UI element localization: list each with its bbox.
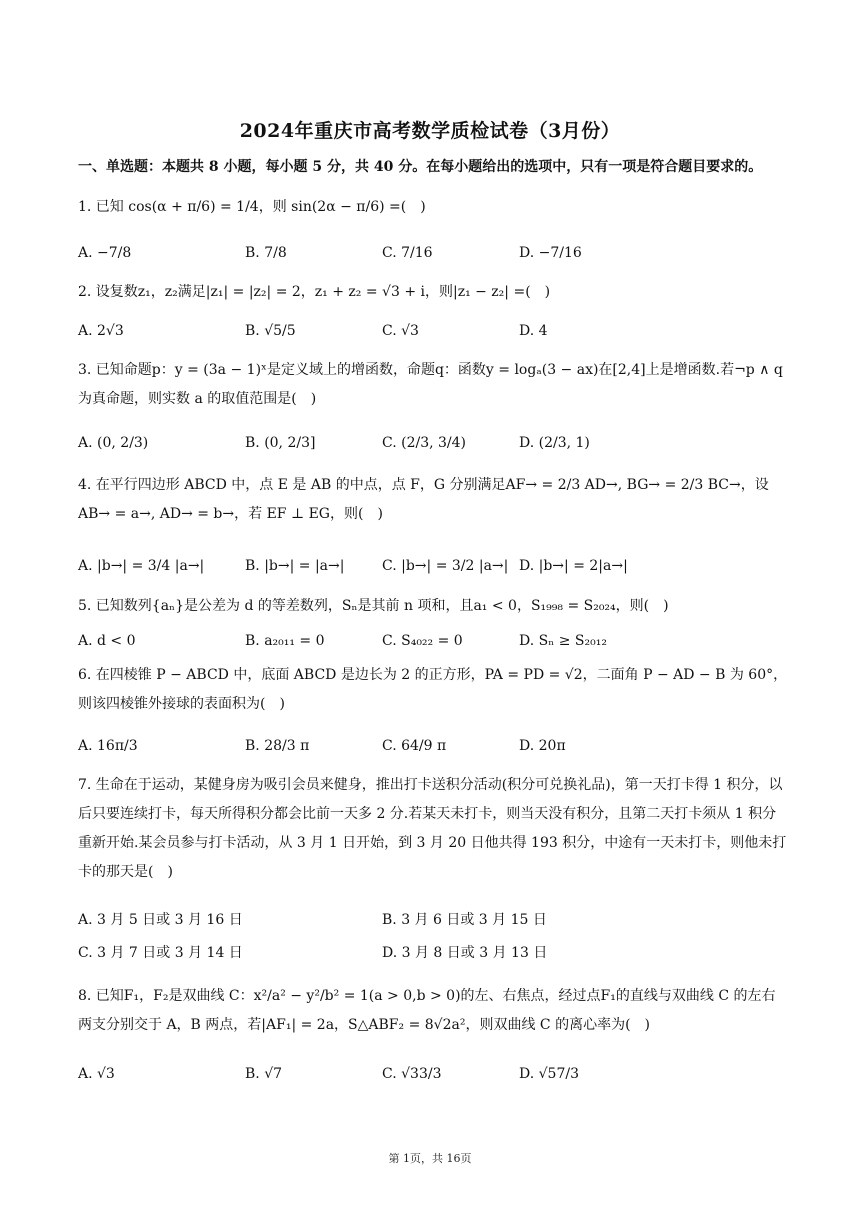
option-d: D. 4 — [519, 323, 548, 339]
question-5-options — [78, 628, 798, 658]
option-a: A. d < 0 — [78, 633, 136, 649]
option-a: A. −7/8 — [78, 245, 132, 261]
option-b: B. √5/5 — [245, 323, 296, 339]
option-a: A. 16π/3 — [78, 738, 138, 754]
option-c: C. √3 — [382, 323, 419, 339]
question-1-stem: 1. 已知 cos(α + π/6) = 1/4，则 sin(2α − π/6) =( ) — [78, 199, 426, 215]
option-c: C. S₄₀₂₂ = 0 — [382, 633, 463, 649]
option-a: A. (0, 2/3) — [78, 435, 149, 451]
option-c: C. (2/3, 3/4) — [382, 435, 466, 451]
option-a: A. √3 — [78, 1066, 115, 1082]
option-d: D. Sₙ ≥ S₂₀₁₂ — [519, 633, 607, 649]
question-3-stem: 3. 已知命题p：y = (3a − 1)ˣ是定义域上的增函数，命题q：函数y = logₐ(3 − ax)在[2,4]上是增函数.若¬p ∧ q为真命题，则实数 a 的取值范围是( ) — [78, 362, 783, 407]
question-7-options-row-2 — [78, 940, 798, 970]
option-c: C. |b→| = 3/2 |a→| — [382, 558, 509, 574]
question-7-options-row-1 — [78, 907, 798, 937]
question-8-options — [78, 1061, 798, 1091]
option-c: C. 7/16 — [382, 245, 433, 261]
option-d: D. (2/3, 1) — [519, 435, 590, 451]
question-2-stem: 2. 设复数z₁，z₂满足|z₁| = |z₂| = 2，z₁ + z₂ = √3 + i，则|z₁ − z₂| =( ) — [78, 284, 551, 300]
option-c: C. 64/9 π — [382, 738, 447, 754]
question-3-options — [78, 430, 798, 460]
option-b: B. |b→| = |a→| — [245, 558, 345, 574]
option-c: C. 3 月 7 日或 3 月 14 日 — [78, 945, 243, 961]
option-d: D. 3 月 8 日或 3 月 13 日 — [382, 945, 548, 961]
question-7-stem: 7. 生命在于运动，某健身房为吸引会员来健身，推出打卡送积分活动(积分可兑换礼品)，第一天打卡得 1 积分，以后只要连续打卡，每天所得积分都会比前一天多 2 分.若某天未打卡，则当天没有积分，且第二天打卡须从 1 积分重新开始.某会员参与打卡活动，从 3 月 1 日开始，到 3 月 20 日他共得 193 积分，中途有一天未打卡，则他未打卡的那天是( ) — [78, 777, 787, 880]
question-6-options — [78, 733, 798, 763]
option-c: C. √33/3 — [382, 1066, 442, 1082]
question-4-options — [78, 553, 798, 583]
option-d: D. 20π — [519, 738, 566, 754]
page-title: 2024年重庆市高考数学质检试卷（3月份） — [239, 120, 621, 142]
option-b: B. a₂₀₁₁ = 0 — [245, 633, 325, 649]
option-a: A. |b→| = 3/4 |a→| — [78, 558, 205, 574]
question-6-stem: 6. 在四棱锥 P − ABCD 中，底面 ABCD 是边长为 2 的正方形，PA = PD = √2，二面角 P − AD − B 为 60°，则该四棱锥外接球的表面积为( ) — [78, 667, 788, 712]
option-d: D. |b→| = 2|a→| — [519, 558, 628, 574]
option-a: A. 2√3 — [78, 323, 124, 339]
option-b: B. 3 月 6 日或 3 月 15 日 — [382, 912, 547, 928]
question-4-stem: 4. 在平行四边形 ABCD 中，点 E 是 AB 的中点，点 F，G 分别满足AF→ = 2/3 AD→, BG→ = 2/3 BC→，设AB→ = a→, AD→ = b→，若 EF ⊥ EG，则( ) — [78, 477, 769, 522]
question-8-stem: 8. 已知F₁，F₂是双曲线 C：x²/a² − y²/b² = 1(a > 0,b > 0)的左、右焦点，经过点F₁的直线与双曲线 C 的左右两支分别交于 A，B 两点，若|AF₁| = 2a，S△ABF₂ = 8√2a²，则双曲线 C 的离心率为( ) — [78, 988, 776, 1033]
option-a: A. 3 月 5 日或 3 月 16 日 — [78, 912, 243, 928]
option-b: B. 28/3 π — [245, 738, 310, 754]
page-footer: 第 1页，共 16页 — [388, 1152, 472, 1165]
question-2-options — [78, 318, 798, 348]
option-d: D. −7/16 — [519, 245, 582, 261]
section-heading: 一、单选题：本题共 8 小题，每小题 5 分，共 40 分。在每小题给出的选项中，只有一项是符合题目要求的。 — [78, 159, 763, 175]
question-5-stem: 5. 已知数列{aₙ}是公差为 d 的等差数列，Sₙ是其前 n 项和，且a₁ < 0，S₁₉₉₈ = S₂₀₂₄，则( ) — [78, 598, 669, 614]
option-b: B. √7 — [245, 1066, 283, 1082]
question-1-options — [78, 240, 798, 270]
option-b: B. (0, 2/3] — [245, 435, 316, 451]
option-d: D. √57/3 — [519, 1066, 579, 1082]
option-b: B. 7/8 — [245, 245, 287, 261]
